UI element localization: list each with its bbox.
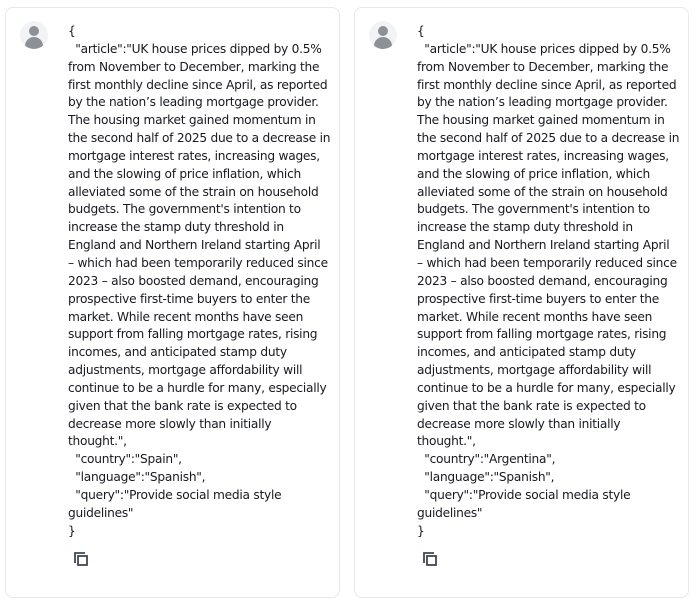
message-line: the second half of 2025 due to a decrease in (68, 131, 331, 146)
copy-button[interactable] (72, 550, 90, 568)
message-line: given that the bank rate is expected to (68, 398, 297, 413)
message-line: by the nation’s leading mortgage provider. (417, 95, 668, 110)
message-line: the second half of 2025 due to a decrease in (417, 131, 680, 146)
message-line: given that the bank rate is expected to (417, 398, 646, 413)
message-line: adjustments, mortgage affordability will (417, 363, 652, 378)
message-line: guidelines" (417, 505, 483, 520)
message-line: market. While recent months have seen (68, 309, 304, 324)
message-line: England and Northern Ireland starting April (68, 238, 321, 253)
message-content (68, 23, 338, 540)
message-line: alleviated some of the strain on household (68, 184, 319, 199)
message-line: budgets. The government's intention to (68, 202, 301, 217)
message-line: "language":"Spanish", (417, 470, 555, 485)
message-line: continue to be a hurdle for many, especially (68, 380, 327, 395)
message-line: decrease more slowly than initially (68, 416, 272, 431)
copy-icon (72, 550, 90, 568)
message-line: 2023 – also boosted demand, encouraging (68, 273, 319, 288)
message-line: England and Northern Ireland starting April (417, 238, 670, 253)
message-line: guidelines" (68, 505, 134, 520)
message-line: } (68, 523, 76, 538)
avatar-body (25, 37, 43, 49)
message-line: from November to December, marking the (68, 59, 320, 74)
message-line: increase the stamp duty threshold in (68, 220, 284, 235)
message-line: continue to be a hurdle for many, especially (417, 380, 676, 395)
message-line: and the slowing of price inflation, which (417, 166, 650, 181)
avatar-body (374, 37, 392, 49)
message-line: { (68, 24, 76, 38)
message-line: adjustments, mortgage affordability will (68, 363, 303, 378)
message-line: by the nation’s leading mortgage provider. (68, 95, 319, 110)
message-line: "country":"Argentina", (417, 452, 556, 467)
message-line: – which had been temporarily reduced since (417, 255, 677, 270)
message-line: thought.", (417, 434, 476, 449)
copy-icon (421, 550, 439, 568)
message-line: "query":"Provide social media style (417, 487, 631, 502)
message-line: "query":"Provide social media style (68, 487, 282, 502)
avatar-head (378, 26, 388, 36)
message-line: first monthly decline since April, as reported (68, 77, 328, 92)
avatar-head (29, 26, 39, 36)
copy-button[interactable] (421, 550, 439, 568)
message-line: alleviated some of the strain on household (417, 184, 668, 199)
message-line: and the slowing of price inflation, which (68, 166, 301, 181)
message-line: thought.", (68, 434, 127, 449)
user-avatar-icon (369, 21, 397, 49)
message-line: budgets. The government's intention to (417, 202, 650, 217)
message-line: "article":"UK house prices dipped by 0.5% (68, 41, 322, 56)
message-line: from November to December, marking the (417, 59, 669, 74)
message-line: increase the stamp duty threshold in (417, 220, 633, 235)
message-line: 2023 – also boosted demand, encouraging (417, 273, 668, 288)
message-line: mortgage interest rates, increasing wages, (68, 148, 320, 163)
message-content (417, 23, 687, 540)
message-line: } (417, 523, 425, 538)
message-line: market. While recent months have seen (417, 309, 653, 324)
message-line: incomes, and anticipated stamp duty (417, 345, 636, 360)
message-line: prospective first-time buyers to enter the (417, 291, 659, 306)
message-line: – which had been temporarily reduced since (68, 255, 328, 270)
message-card-argentina (354, 7, 689, 598)
message-line: support from falling mortgage rates, rising (417, 327, 667, 342)
user-avatar-icon (20, 21, 48, 49)
message-line: mortgage interest rates, increasing wages, (417, 148, 669, 163)
message-line: support from falling mortgage rates, rising (68, 327, 318, 342)
message-line: The housing market gained momentum in (417, 113, 665, 128)
message-line: prospective first-time buyers to enter the (68, 291, 310, 306)
message-line: The housing market gained momentum in (68, 113, 316, 128)
message-card-spain (5, 7, 340, 598)
message-line: decrease more slowly than initially (417, 416, 621, 431)
message-line: "article":"UK house prices dipped by 0.5% (417, 41, 671, 56)
message-line: incomes, and anticipated stamp duty (68, 345, 287, 360)
message-line: "country":"Spain", (68, 452, 182, 467)
message-line: { (417, 24, 425, 38)
message-line: first monthly decline since April, as reported (417, 77, 677, 92)
message-line: "language":"Spanish", (68, 470, 206, 485)
